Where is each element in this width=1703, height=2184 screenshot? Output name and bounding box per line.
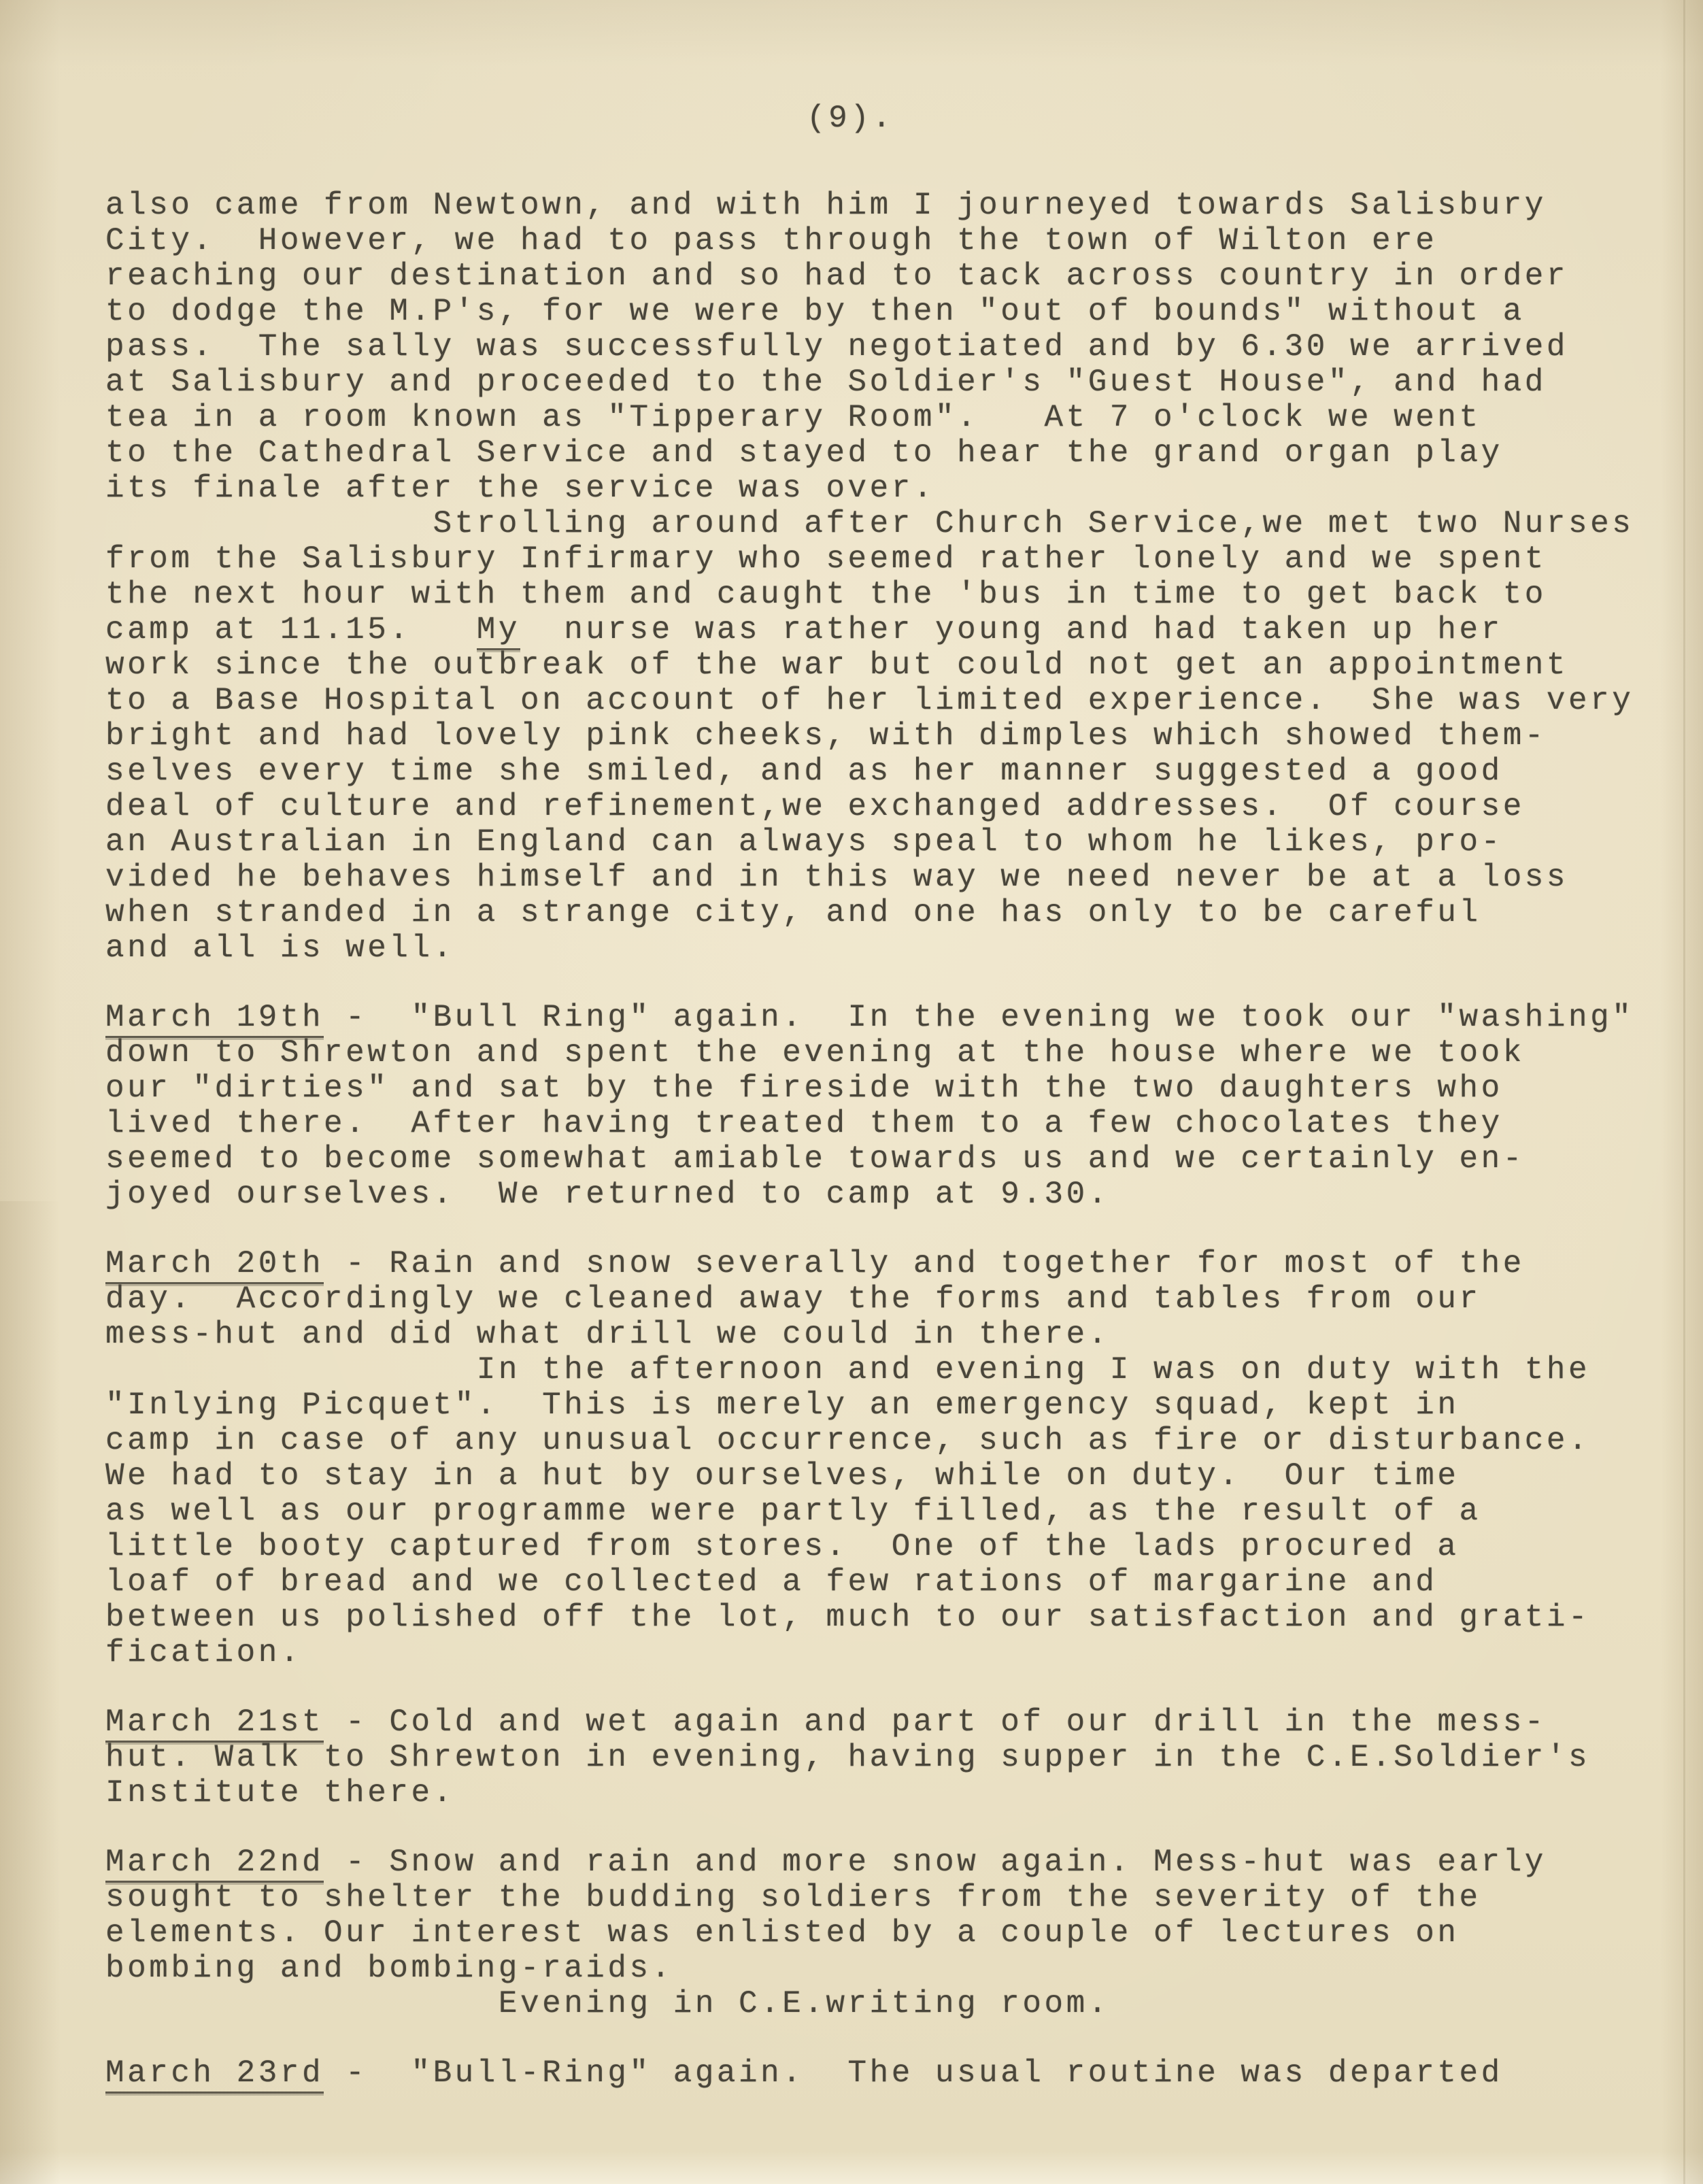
text-segment: elements. Our interest was enlisted by a couple of lectures on <box>105 1915 1460 1951</box>
underlined-text: March 23rd <box>105 2055 324 2094</box>
text-segment: Institute there. <box>105 1775 455 1811</box>
text-segment: camp in case of any unusual occurrence, such as fire or disturbance. <box>105 1423 1591 1458</box>
text-segment: sought to shelter the budding soldiers from the severity of the <box>105 1880 1481 1915</box>
paragraph <box>105 1704 1670 1811</box>
text-segment: joyed ourselves. We returned to camp at 9.30. <box>105 1177 1110 1212</box>
text-line <box>105 1635 1670 1670</box>
paragraph <box>105 1000 1670 1212</box>
text-segment: camp at 11.15. <box>105 612 477 648</box>
text-line <box>105 1246 1670 1281</box>
text-segment: - "Bull Ring" again. In the evening we took our "washing" <box>324 1000 1634 1035</box>
text-segment: fication. <box>105 1635 302 1670</box>
text-segment: as well as our programme were partly filled, as the result of a <box>105 1494 1481 1529</box>
text-line <box>105 1352 1670 1388</box>
text-segment: little booty captured from stores. One of the lads procured a <box>105 1529 1460 1564</box>
text-line <box>105 789 1670 824</box>
text-line <box>105 1458 1670 1494</box>
text-segment: lived there. After having treated them to a few chocolates they <box>105 1106 1503 1141</box>
text-line <box>105 648 1670 683</box>
underlined-text: March 19th <box>105 1000 324 1038</box>
underlined-text: My <box>477 612 520 650</box>
paragraph <box>105 2055 1670 2091</box>
text-segment: to a Base Hospital on account of her limited experience. She was very <box>105 683 1634 718</box>
underlined-text: March 21st <box>105 1704 324 1743</box>
text-line <box>105 718 1670 754</box>
text-line <box>105 471 1670 506</box>
text-line <box>105 1915 1670 1951</box>
paragraph <box>105 1845 1670 2021</box>
text-line <box>105 223 1670 258</box>
text-segment: loaf of bread and we collected a few rations of margarine and <box>105 1564 1438 1600</box>
text-segment: the next hour with them and caught the 'bus in time to get back to <box>105 577 1547 612</box>
text-segment: work since the outbreak of the war but could not get an appointment <box>105 648 1569 683</box>
text-segment: also came from Newtown, and with him I journeyed towards Salisbury <box>105 188 1547 223</box>
text-segment: - Snow and rain and more snow again. Mess-hut was early <box>324 1845 1547 1880</box>
text-line <box>105 683 1670 718</box>
text-line <box>105 612 1670 648</box>
text-line <box>105 895 1670 930</box>
text-line <box>105 1986 1670 2021</box>
text-line <box>105 1740 1670 1775</box>
text-segment: to the Cathedral Service and stayed to hear the grand organ play <box>105 435 1503 471</box>
text-segment: selves every time she smiled, and as her manner suggested a good <box>105 754 1503 789</box>
text-segment: mess-hut and did what drill we could in there. <box>105 1317 1110 1352</box>
text-line <box>105 754 1670 789</box>
text-segment: Strolling around after Church Service,we met two Nurses <box>105 506 1634 541</box>
text-segment: - "Bull-Ring" again. The usual routine was departed <box>324 2055 1503 2091</box>
text-line <box>105 1388 1670 1423</box>
text-line <box>105 1141 1670 1177</box>
text-segment: bright and had lovely pink cheeks, with dimples which showed them- <box>105 718 1547 754</box>
text-segment: In the afternoon and evening I was on duty with the <box>105 1352 1591 1388</box>
text-line <box>105 1106 1670 1141</box>
page-number: (9). <box>807 101 894 136</box>
text-line <box>105 1951 1670 1986</box>
text-line <box>105 435 1670 471</box>
text-line <box>105 1177 1670 1212</box>
text-segment: - Rain and snow severally and together for most of the <box>324 1246 1525 1281</box>
paragraph <box>105 1246 1670 1670</box>
text-line <box>105 1317 1670 1352</box>
text-segment: between us polished off the lot, much to our satisfaction and grati- <box>105 1600 1591 1635</box>
paragraph <box>105 188 1670 966</box>
text-line <box>105 860 1670 895</box>
text-segment: "Inlying Picquet". This is merely an emergency squad, kept in <box>105 1388 1460 1423</box>
text-segment: City. However, we had to pass through the town of Wilton ere <box>105 223 1438 258</box>
text-line <box>105 1845 1670 1880</box>
text-line <box>105 2055 1670 2091</box>
text-segment: its finale after the service was over. <box>105 471 935 506</box>
text-line <box>105 577 1670 612</box>
text-segment: seemed to become somewhat amiable towards us and we certainly en- <box>105 1141 1525 1177</box>
text-line <box>105 1880 1670 1915</box>
text-segment: at Salisbury and proceeded to the Soldier's "Guest House", and had <box>105 365 1547 400</box>
text-segment: deal of culture and refinement,we exchanged addresses. Of course <box>105 789 1525 824</box>
text-segment: nurse was rather young and had taken up her <box>520 612 1503 648</box>
text-segment: from the Salisbury Infirmary who seemed rather lonely and we spent <box>105 541 1547 577</box>
text-line <box>105 1281 1670 1317</box>
text-segment: Evening in C.E.writing room. <box>105 1986 1110 2021</box>
text-segment: bombing and bombing-raids. <box>105 1951 673 1986</box>
text-segment: tea in a room known as "Tipperary Room". At 7 o'clock we went <box>105 400 1481 435</box>
text-segment: to dodge the M.P's, for we were by then "out of bounds" without a <box>105 294 1525 329</box>
text-line <box>105 1775 1670 1811</box>
text-line <box>105 365 1670 400</box>
text-line <box>105 1704 1670 1740</box>
text-line <box>105 1600 1670 1635</box>
text-line <box>105 1035 1670 1071</box>
underlined-text: March 22nd <box>105 1845 324 1883</box>
text-segment: reaching our destination and so had to tack across country in order <box>105 258 1569 294</box>
text-line <box>105 258 1670 294</box>
text-line <box>105 1494 1670 1529</box>
text-line <box>105 1529 1670 1564</box>
text-segment: down to Shrewton and spent the evening at the house where we took <box>105 1035 1525 1071</box>
text-line <box>105 329 1670 365</box>
text-segment: an Australian in England can always speal to whom he likes, pro- <box>105 824 1503 860</box>
text-line <box>105 188 1670 223</box>
text-segment: hut. Walk to Shrewton in evening, having supper in the C.E.Soldier's <box>105 1740 1591 1775</box>
text-segment: - Cold and wet again and part of our drill in the mess- <box>324 1704 1547 1740</box>
typewritten-text <box>105 188 1670 2125</box>
text-segment: day. Accordingly we cleaned away the forms and tables from our <box>105 1281 1481 1317</box>
text-line <box>105 294 1670 329</box>
text-segment: our "dirties" and sat by the fireside with the two daughters who <box>105 1071 1503 1106</box>
underlined-text: March 20th <box>105 1246 324 1284</box>
text-line <box>105 506 1670 541</box>
text-line <box>105 930 1670 966</box>
text-line <box>105 1000 1670 1035</box>
text-line <box>105 1423 1670 1458</box>
text-segment: and all is well. <box>105 930 455 966</box>
text-line <box>105 1564 1670 1600</box>
text-line <box>105 824 1670 860</box>
text-segment: when stranded in a strange city, and one has only to be careful <box>105 895 1481 930</box>
text-line <box>105 400 1670 435</box>
text-segment: vided he behaves himself and in this way we need never be at a loss <box>105 860 1569 895</box>
text-segment: pass. The sally was successfully negotiated and by 6.30 we arrived <box>105 329 1569 365</box>
text-segment: We had to stay in a hut by ourselves, while on duty. Our time <box>105 1458 1460 1494</box>
text-line <box>105 541 1670 577</box>
text-line <box>105 1071 1670 1106</box>
